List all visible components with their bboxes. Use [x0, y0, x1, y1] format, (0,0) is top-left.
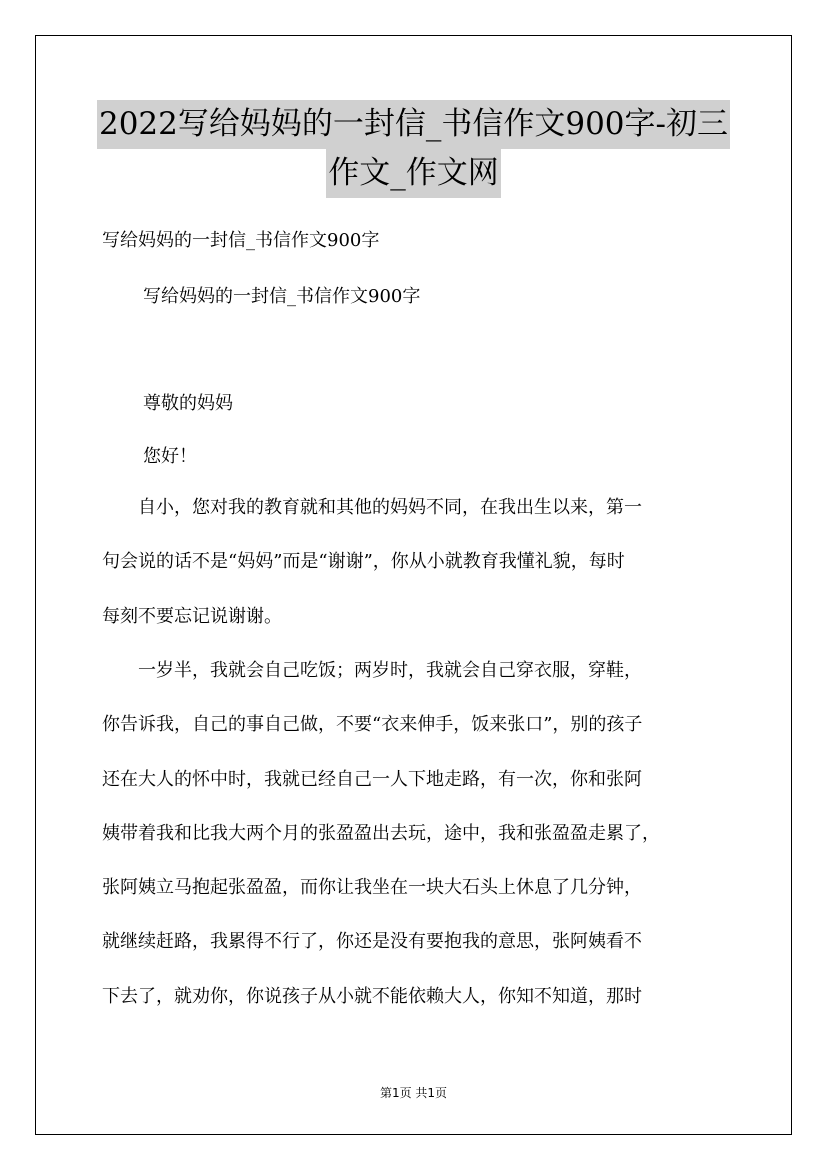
greeting: 您好！ — [143, 446, 197, 467]
paragraph-line: 句会说的话不是“妈妈”而是“谢谢”，你从小就教育我懂礼貌，每时 — [102, 551, 625, 573]
page-footer: 第1页 共1页 — [379, 1086, 448, 1100]
paragraph-line: 自小，您对我的教育就和其他的妈妈不同，在我出生以来，第一 — [102, 497, 642, 518]
paragraph-line: 姨带着我和比我大两个月的张盈盈出去玩，途中，我和张盈盈走累了， — [102, 822, 660, 844]
paragraph-line: 每刻不要忘记说谢谢。 — [102, 605, 282, 627]
paragraph-line: 下去了，就劝你，你说孩子从小就不能依赖大人，你知不知道，那时 — [102, 985, 642, 1007]
salutation: 尊敬的妈妈 — [143, 393, 233, 414]
paragraph-1 — [102, 481, 742, 644]
paragraph-line: 你告诉我，自己的事自己做，不要“衣来伸手，饭来张口”，别的孩子 — [102, 714, 643, 736]
paragraph-line: 就继续赶路，我累得不行了，你还是没有要抱我的意思，张阿姨看不 — [102, 931, 642, 953]
paragraph-line: 还在大人的怀中时，我就已经自己一人下地走路，有一次，你和张阿 — [102, 768, 642, 790]
subtitle: 写给妈妈的一封信_书信作文900字 — [102, 230, 380, 251]
inner-title: 写给妈妈的一封信_书信作文900字 — [143, 286, 421, 307]
paragraph-2 — [102, 644, 742, 1024]
title-line-1: 2022写给妈妈的一封信_书信作文900字-初三 — [97, 100, 730, 149]
paragraph-line: 张阿姨立马抱起张盈盈，而你让我坐在一块大石头上休息了几分钟， — [102, 877, 642, 899]
document-title — [60, 100, 767, 198]
paragraph-line: 一岁半，我就会自己吃饭；两岁时，我就会自己穿衣服，穿鞋， — [102, 660, 642, 681]
title-line-2: 作文_作文网 — [326, 149, 501, 198]
